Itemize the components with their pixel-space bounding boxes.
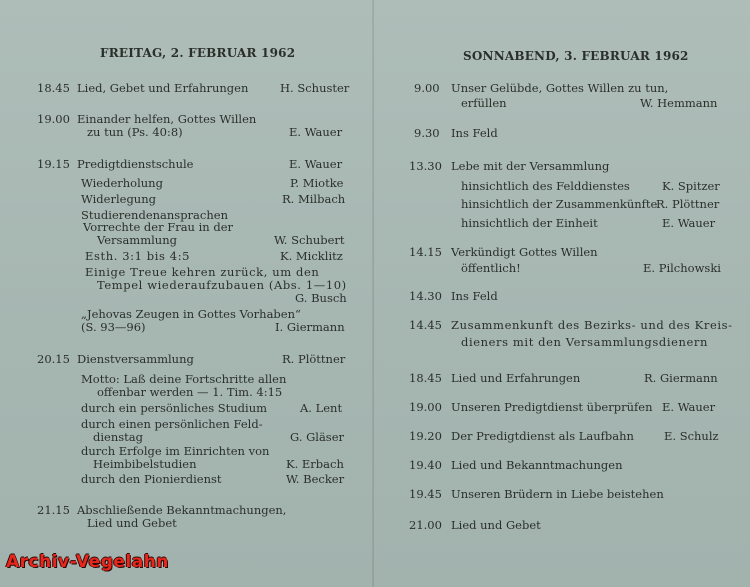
time-label: 20.15	[37, 352, 70, 366]
program-item: Unser Gelübde, Gottes Willen zu tun,	[451, 81, 669, 95]
speaker-name: E. Pilchowski	[643, 261, 721, 275]
speaker-name: E. Wauer	[289, 125, 343, 139]
program-item: Unseren Predigtdienst überprüfen	[451, 400, 653, 414]
program-item: Der Predigtdienst als Laufbahn	[451, 429, 634, 443]
program-item: Lied und Gebet	[87, 516, 177, 530]
time-label: 19.00	[409, 400, 442, 414]
program-item: zu tun (Ps. 40:8)	[87, 125, 183, 139]
program-item: offenbar werden — 1. Tim. 4:15	[97, 385, 283, 399]
time-label: 19.45	[409, 487, 442, 501]
program-item: Ins Feld	[451, 126, 498, 140]
program-item: dieners mit den Versammlungsdienern	[461, 335, 709, 349]
program-item: Lebe mit der Versammlung	[451, 159, 610, 173]
program-item: Vorrechte der Frau in der	[83, 220, 234, 234]
program-item: durch ein persönliches Studium	[81, 401, 268, 415]
time-label: 9.00	[414, 81, 440, 95]
speaker-name: E. Wauer	[289, 157, 343, 171]
time-label: 14.15	[409, 245, 442, 259]
speaker-name: G. Gläser	[290, 430, 345, 444]
time-label: 18.45	[409, 371, 442, 385]
speaker-name: A. Lent	[300, 401, 343, 415]
program-item: Versammlung	[97, 233, 177, 247]
time-label: 21.00	[409, 518, 442, 532]
program-item: Tempel wiederaufzubauen (Abs. 1—10)	[97, 278, 347, 292]
left-day-heading: FREITAG, 2. FEBRUAR 1962	[100, 46, 296, 60]
program-item: durch den Pionierdienst	[81, 472, 222, 486]
speaker-name: E. Schulz	[664, 429, 719, 443]
program-item: Verkündigt Gottes Willen	[451, 245, 598, 259]
speaker-name: R. Giermann	[644, 371, 718, 385]
program-item: Predigtdienstschule	[77, 157, 194, 171]
archive-watermark: Archiv-Vegelahn	[6, 552, 169, 572]
speaker-name: W. Schubert	[274, 233, 345, 247]
program-item: Wiederholung	[81, 176, 163, 190]
time-label: 13.30	[409, 159, 442, 173]
program-item: Studierendenansprachen	[81, 208, 228, 222]
program-item: Motto: Laß deine Fortschritte allen	[81, 372, 287, 386]
time-label: 21.15	[37, 503, 70, 517]
program-item: hinsichtlich des Felddienstes	[461, 179, 630, 193]
program-item: „Jehovas Zeugen in Gottes Vorhaben“	[81, 307, 301, 321]
program-item: erfüllen	[461, 96, 507, 110]
time-label: 19.15	[37, 157, 70, 171]
program-item: hinsichtlich der Einheit	[461, 216, 598, 230]
speaker-name: K. Spitzer	[662, 179, 720, 193]
program-item: Einige Treue kehren zurück, um den	[85, 265, 320, 279]
program-item: (S. 93—96)	[81, 320, 146, 334]
speaker-name: R. Plöttner	[282, 352, 346, 366]
speaker-name: K. Erbach	[286, 457, 344, 471]
program-item: Unseren Brüdern in Liebe beistehen	[451, 487, 664, 501]
program-item: Einander helfen, Gottes Willen	[77, 112, 257, 126]
time-label: 9.30	[414, 126, 440, 140]
program-item: durch einen persönlichen Feld-	[81, 417, 263, 431]
program-item: Lied und Bekanntmachungen	[451, 458, 623, 472]
program-item: öffentlich!	[461, 261, 521, 275]
program-item: Lied und Gebet	[451, 518, 541, 532]
speaker-name: I. Giermann	[275, 320, 345, 334]
time-label: 19.20	[409, 429, 442, 443]
program-item: Zusammenkunft des Bezirks- und des Kreis-	[451, 318, 733, 332]
time-label: 14.30	[409, 289, 442, 303]
time-label: 19.40	[409, 458, 442, 472]
program-item: Ins Feld	[451, 289, 498, 303]
program-item: durch Erfolge im Einrichten von	[81, 444, 270, 458]
speaker-name: R. Milbach	[282, 192, 346, 206]
speaker-name: P. Miotke	[290, 176, 344, 190]
speaker-name: E. Wauer	[662, 400, 716, 414]
program-item: Abschließende Bekanntmachungen,	[77, 503, 287, 517]
time-label: 18.45	[37, 81, 70, 95]
speaker-name: K. Micklitz	[280, 249, 343, 263]
speaker-name: W. Hemmann	[640, 96, 718, 110]
program-item: Esth. 3:1 bis 4:5	[85, 249, 191, 263]
program-item: Dienstversammlung	[77, 352, 194, 366]
right-day-heading: SONNABEND, 3. FEBRUAR 1962	[463, 49, 689, 63]
speaker-name: R. Plöttner	[656, 197, 720, 211]
speaker-name: H. Schuster	[280, 81, 350, 95]
time-label: 19.00	[37, 112, 70, 126]
program-item: Lied und Erfahrungen	[451, 371, 581, 385]
page-fold	[372, 0, 375, 587]
speaker-name: W. Becker	[286, 472, 345, 486]
program-item: Widerlegung	[81, 192, 156, 206]
speaker-name: E. Wauer	[662, 216, 716, 230]
time-label: 14.45	[409, 318, 442, 332]
speaker-name: G. Busch	[295, 291, 347, 305]
program-item: Heimbibelstudien	[93, 457, 197, 471]
program-item: hinsichtlich der Zusammenkünfte	[461, 197, 658, 211]
program-item: Lied, Gebet und Erfahrungen	[77, 81, 249, 95]
program-item: dienstag	[93, 430, 143, 444]
